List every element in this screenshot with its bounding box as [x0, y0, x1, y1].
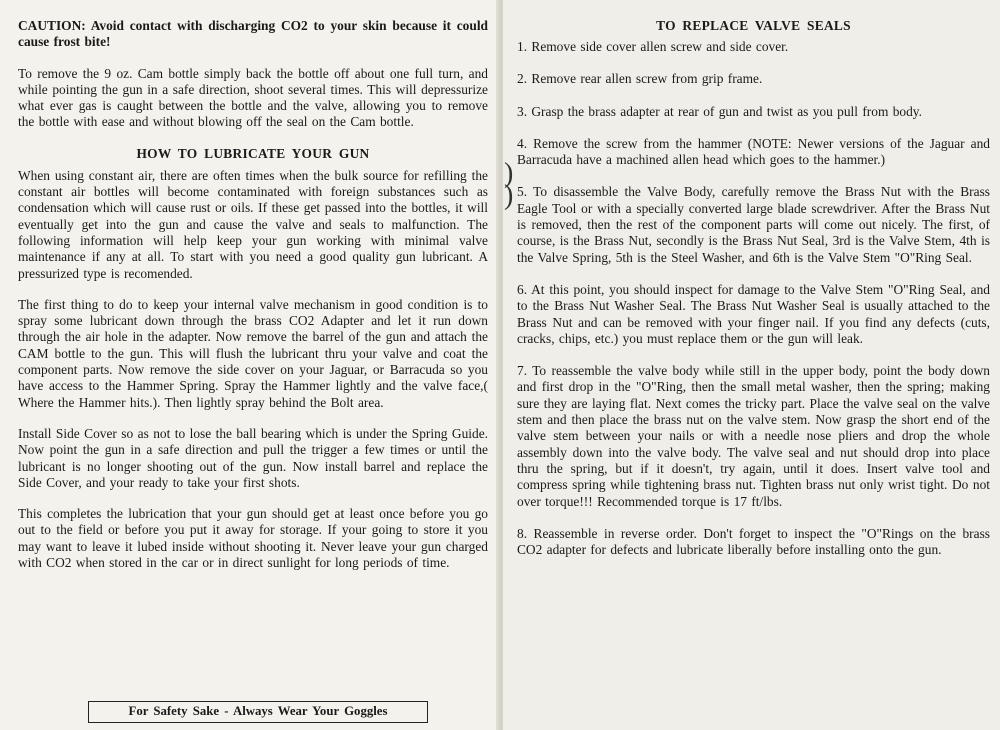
side-cover-paragraph: Install Side Cover so as not to lose the ball bearing which is under the Spring Guide. Now point the gun in a safe direction and pull the trigger a few times or until the lubricant is no longer shooting out of the gun. Now install barrel and replace the Side Cover, and your ready to take your first shots. — [18, 425, 488, 490]
step-2: 2. Remove rear allen screw from grip frame. — [517, 71, 763, 87]
lubricate-heading: HOW TO LUBRICATE YOUR GUN — [136, 145, 370, 161]
step-7: 7. To reassemble the valve body while still in the upper body, point the body down and first drop in the "O"Ring, then the small metal washer, then the spring; making sure they are laying flat. Next comes the tricky part. Place the valve seal on the valve stem and then place the brass nut on the valve stem. Now grasp the short end of the valve stem between your nails or with a needle nose pliers and drop the whole assembly down into the valve body. The valve seal and nut should drop into place thru the spring, but if it doesn't, try again, until it does. Insert valve tool and compress spring while tightening brass nut. Tighten brass nut only wrist tight. Do not over torque!!! Recommended torque is 17 ft/lbs. — [517, 363, 990, 509]
margin-bracket-mark: ) — [504, 158, 514, 189]
caution-paragraph: CAUTION: Avoid contact with discharging CO2 to your skin because it could cause frost bite! — [18, 18, 488, 50]
lubricate-intro-paragraph: When using constant air, there are often times when the bulk source for refilling the constant air bottles will become contaminated with foreign substances such as condensation which will cause rust or oils. If these get passed into the bottles, it will eventually get into the gun and cause the valve and seals to malfunction. The following information will help keep your gun working with minimal valve maintenance if any at all. To start with you need a good quality gun lubricant. A pressurized type is recomended. — [18, 167, 488, 281]
step-3: 3. Grasp the brass adapter at rear of gun and twist as you pull from body. — [517, 103, 922, 119]
right-page — [503, 0, 1000, 730]
goggles-banner: For Safety Sake - Always Wear Your Goggles — [88, 701, 428, 723]
lubricate-steps-paragraph: The first thing to do to keep your internal valve mechanism in good condition is to spray some lubricant down through the brass CO2 Adapter and let it run down through the air hole in the adapter. Now remove the barrel of the gun and attach the CAM bottle to the gun. This will flush the lubricant thru your valve and coat the component parts. Now remove the side cover on your Jaguar, or Barracuda so you have access to the Hammer Spring. Spray the Hammer lightly and the valve face,( Where the Hammer hits.). Then lightly spray behind the Bolt area. — [18, 296, 488, 410]
replace-seals-heading: TO REPLACE VALVE SEALS — [656, 18, 851, 33]
step-5: 5. To disassemble the Valve Body, carefully remove the Brass Nut with the Brass Eagle Tool or with a specially converted large blade screwdriver. After the Brass Nut is removed, then the rest of the component parts will come out nicely. The first, of course, is the Brass Nut, secondly is the Brass Nut Seal, 3rd is the Valve Stem, 4th is the Valve Spring, 5th is the Steel Washer, and 6th is the Valve Stem "O"Ring Seal. — [517, 184, 990, 265]
step-1: 1. Remove side cover allen screw and side cover. — [517, 39, 789, 54]
step-8: 8. Reassemble in reverse order. Don't forget to inspect the "O"Rings on the brass CO2 adapter for defects and lubricate liberally before installing onto the gun. — [517, 525, 990, 558]
step-4: 4. Remove the screw from the hammer (NOTE: Newer versions of the Jaguar and Barracuda have a machined allen head which goes to the hammer.) — [517, 135, 990, 168]
remove-bottle-paragraph: To remove the 9 oz. Cam bottle simply back the bottle off about one full turn, and while pointing the gun in a safe direction, shoot several times. This will depressurize what ever gas is caught between the bottle and the valve, allowing you to remove the bottle with ease and without blowing off the seal on the Cam bottle. — [18, 65, 488, 130]
storage-paragraph: This completes the lubrication that your gun should get at least once before you go out to the field or before you put it away for storage. If your going to store it you may want to leave it lubed inside without shooting it. Never leave your gun charged with CO2 when stored in the car or in direct sunlight for long periods of time. — [18, 506, 488, 571]
margin-bracket-mark: ) — [504, 180, 514, 211]
step-6: 6. At this point, you should inspect for damage to the Valve Stem "O"Ring Seal, and to the Brass Nut Washer Seal. The Brass Nut Washer Seal is usually attached to the Brass Nut and can be removed with your finger nail. If you find any defects (cuts, cracks, chips, etc.) you must replace them or the gun will leak. — [517, 281, 990, 346]
